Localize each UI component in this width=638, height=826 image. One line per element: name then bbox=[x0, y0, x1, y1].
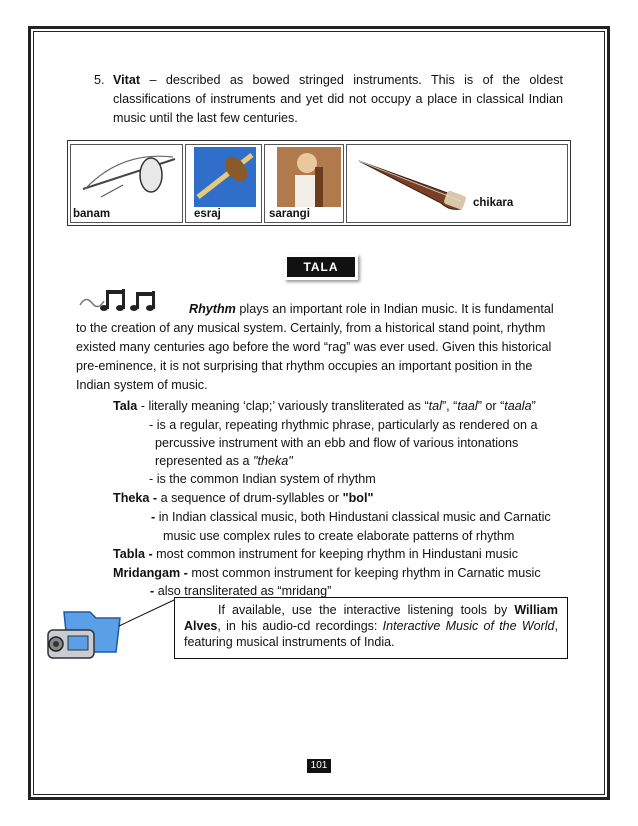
esraj-label: esraj bbox=[194, 208, 221, 220]
sarangi-image bbox=[277, 147, 341, 207]
vitat-line-3: music until the last few centuries. bbox=[113, 111, 298, 125]
mridangam-term: Mridangam - bbox=[113, 566, 188, 580]
tala-variant-tal: tal bbox=[428, 399, 442, 413]
sarangi-cell bbox=[264, 144, 344, 223]
tala-heading bbox=[284, 254, 358, 280]
chikara-image bbox=[353, 151, 473, 211]
note-cd-title: Interactive Music of the World bbox=[382, 619, 555, 633]
note-text-b: , in his audio-cd recordings: bbox=[217, 619, 383, 633]
banam-image bbox=[71, 145, 182, 207]
mridangam-def-text-2: also transliterated as “mridang” bbox=[154, 584, 332, 598]
mridangam-def-line-1 bbox=[113, 564, 541, 583]
esraj-cell bbox=[185, 144, 262, 223]
tala-def-sep-2: ” or “ bbox=[477, 399, 505, 413]
tabla-term: Tabla - bbox=[113, 547, 153, 561]
tala-def-sep-1: ”, “ bbox=[441, 399, 458, 413]
rhythm-text-1: plays an important role in Indian music. It is fundamental bbox=[235, 302, 554, 316]
vitat-line-2: classifications of instruments and yet did not occupy a place in classical Indian bbox=[113, 92, 563, 106]
theka-def-line-2 bbox=[151, 508, 551, 527]
tabla-def bbox=[113, 545, 518, 564]
vitat-term: Vitat bbox=[113, 73, 141, 87]
tala-def-text: - literally meaning ‘clap;’ variously transliterated as “ bbox=[137, 399, 429, 413]
vitat-text-1: – described as bowed stringed instruments. This is of the oldest bbox=[149, 73, 563, 87]
tala-variant-taal: taal bbox=[457, 399, 478, 413]
rhythm-line-3: existed many centuries ago before the word “rag” was ever used. Given this historical bbox=[76, 340, 552, 354]
music-notes-clipart bbox=[76, 287, 168, 313]
page-number: 101 bbox=[307, 759, 331, 773]
tabla-def-text: most common instrument for keeping rhythm in Hindustani music bbox=[152, 547, 519, 561]
video-folder-icon bbox=[42, 608, 122, 666]
banam-cell bbox=[70, 144, 183, 223]
rhythm-line-1 bbox=[189, 300, 554, 319]
instrument-table bbox=[67, 140, 571, 226]
tala-def-text-4: represented as a bbox=[155, 454, 254, 468]
tala-def-line-3: percussive instrument with an ebb and flow of various intonations bbox=[155, 436, 519, 450]
bol-quote: "bol" bbox=[342, 491, 374, 505]
rhythm-line-2: to the creation of any musical system. Certainly, from a historical stand point, rhythm bbox=[76, 321, 546, 335]
theka-def-text-2: in Indian classical music, both Hindustani classical music and Carnatic bbox=[155, 510, 551, 524]
tala-def-line-4 bbox=[155, 452, 293, 471]
theka-def-line-1 bbox=[113, 489, 373, 508]
tala-heading-text: TALA bbox=[287, 257, 355, 277]
note-text-c: , featuring musical instruments of India. bbox=[184, 619, 558, 649]
sarangi-label: sarangi bbox=[269, 208, 310, 220]
mridangam-dash: - bbox=[150, 584, 155, 598]
tala-def-line-1 bbox=[113, 397, 536, 416]
note-text-a: If available, use the interactive listening tools by bbox=[218, 603, 515, 617]
theka-quote: "theka" bbox=[253, 454, 293, 468]
tala-def-close: ” bbox=[531, 399, 536, 413]
tala-variant-taala: taala bbox=[504, 399, 532, 413]
listening-tools-note bbox=[174, 597, 568, 659]
theka-dash: - bbox=[151, 510, 156, 524]
note-author: William Alves bbox=[184, 603, 558, 633]
esraj-image bbox=[194, 147, 269, 207]
callout-pointer bbox=[117, 598, 177, 628]
theka-def-text: a sequence of drum-syllables or bbox=[157, 491, 343, 505]
rhythm-line-4: pre-eminence, it is not surprising that rhythm occupies an important position in the bbox=[76, 359, 533, 373]
rhythm-lead: Rhythm bbox=[189, 302, 236, 316]
vitat-line-1 bbox=[113, 71, 563, 90]
tala-def-line-5: - is the common Indian system of rhythm bbox=[149, 472, 376, 486]
theka-def-line-3: music use complex rules to create elaborate patterns of rhythm bbox=[163, 529, 515, 543]
theka-term: Theka - bbox=[113, 491, 158, 505]
tala-def-line-2: - is a regular, repeating rhythmic phrase, particularly as rendered on a bbox=[149, 418, 538, 432]
mridangam-def-text: most common instrument for keeping rhythm in Carnatic music bbox=[187, 566, 541, 580]
rhythm-line-5: Indian system of music. bbox=[76, 378, 208, 392]
vitat-number: 5. bbox=[94, 73, 105, 87]
chikara-cell bbox=[346, 144, 568, 223]
banam-label: banam bbox=[73, 208, 111, 220]
chikara-label: chikara bbox=[473, 197, 514, 209]
tala-term: Tala bbox=[113, 399, 138, 413]
